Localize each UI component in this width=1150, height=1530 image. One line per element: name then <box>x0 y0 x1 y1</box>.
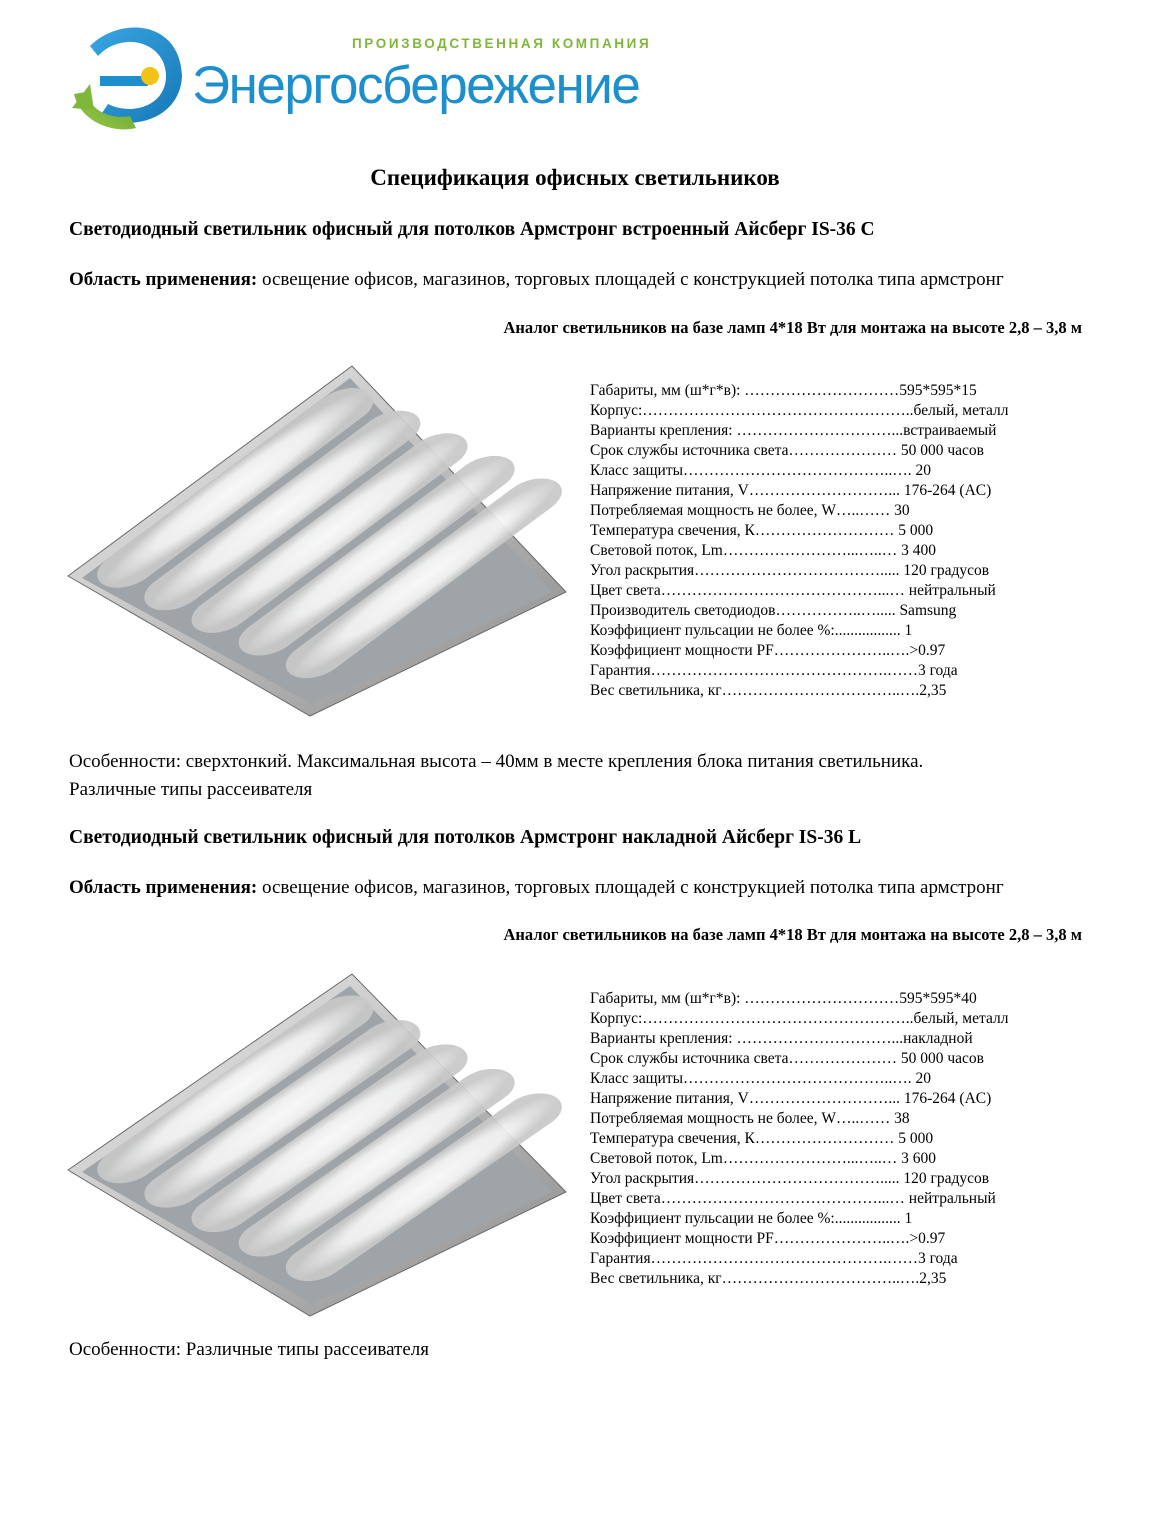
spec-row: Угол раскрытия………………………………..... 120 градусов <box>590 1170 990 1187</box>
application-label: Область применения: <box>69 269 258 290</box>
spec-row: Корпус:……………………………………………..белый, металл <box>590 402 1009 419</box>
spec-row: Гарантия……………………………………….……3 года <box>590 662 958 679</box>
luminaire-image <box>60 970 580 1330</box>
spec-row: Производитель светодиодов……………..…..... Samsung <box>590 602 957 619</box>
features-line: Особенности: сверхтонкий. Максимальная высота – 40мм в месте крепления блока питания светильника. <box>69 751 924 772</box>
document-title: Спецификация офисных светильников <box>370 165 780 190</box>
spec-row: Габариты, мм (ш*г*в): …………………………595*595*40 <box>590 990 977 1007</box>
analog-note: Аналог светильников на базе ламп 4*18 Вт для монтажа на высоте 2,8 – 3,8 м <box>503 318 1082 337</box>
spec-row: Световой поток, Lm……………………...…..… 3 600 <box>590 1150 936 1167</box>
spec-row: Коэффициент мощности PF…………………..….>0.97 <box>590 1230 946 1247</box>
spec-row: Варианты крепления: …………………………...накладной <box>590 1030 973 1047</box>
spec-row: Класс защиты…………………………………..…. 20 <box>590 1070 932 1087</box>
spec-row: Габариты, мм (ш*г*в): …………………………595*595*15 <box>590 382 977 399</box>
spec-row: Потребляемая мощность не более, W…..…… 30 <box>590 502 910 519</box>
features-line: Различные типы рассеивателя <box>69 779 313 800</box>
spec-row: Напряжение питания, V………………………... 176-264 (AC) <box>590 482 992 499</box>
spec-row: Потребляемая мощность не более, W…..…… 38 <box>590 1110 910 1127</box>
features <box>69 748 923 804</box>
spec-row: Гарантия……………………………………….……3 года <box>590 1250 958 1267</box>
spec-row: Срок службы источника света………………… 50 000 часов <box>590 442 984 459</box>
spec-list <box>590 381 1008 701</box>
spec-row: Цвет света……………………………………...… нейтральный <box>590 582 996 599</box>
features <box>69 1336 429 1364</box>
company-name: Энергосбережение <box>192 56 640 115</box>
spec-list <box>590 989 1008 1289</box>
application-area <box>69 268 1059 292</box>
logo-emblem-icon <box>72 27 182 129</box>
diffuser-stripes <box>85 381 574 685</box>
company-tagline: ПРОИЗВОДСТВЕННАЯ КОМПАНИЯ <box>352 36 652 51</box>
spec-row: Вес светильника, кг……………………………..….2,35 <box>590 682 947 699</box>
spec-row: Класс защиты…………………………………..…. 20 <box>590 462 932 479</box>
application-text: освещение офисов, магазинов, торговых площадей с конструкцией потолка типа армстронг <box>257 269 1004 290</box>
diffuser-stripes <box>85 988 574 1288</box>
application-text: освещение офисов, магазинов, торговых площадей с конструкцией потолка типа армстронг <box>257 877 1004 898</box>
spec-row: Напряжение питания, V………………………... 176-264 (AC) <box>590 1090 992 1107</box>
features-line: Особенности: Различные типы рассеивателя <box>69 1339 429 1360</box>
spec-row: Температура свечения, К……………………… 5 000 <box>590 1130 934 1147</box>
spec-row: Коэффициент пульсации не более %:................. 1 <box>590 622 913 639</box>
spec-row: Коэффициент мощности PF…………………..….>0.97 <box>590 642 946 659</box>
spec-row: Коэффициент пульсации не более %:................. 1 <box>590 1210 913 1227</box>
spec-row: Варианты крепления: …………………………...встраиваемый <box>590 422 997 439</box>
spec-row: Световой поток, Lm……………………...…..… 3 400 <box>590 542 936 559</box>
product-title: Светодиодный светильник офисный для потолков Армстронг встроенный Айсберг IS-36 C <box>69 219 875 240</box>
spec-row: Температура свечения, К……………………… 5 000 <box>590 522 934 539</box>
application-label: Область применения: <box>69 877 258 898</box>
spec-row: Срок службы источника света………………… 50 000 часов <box>590 1050 984 1067</box>
spec-row: Корпус:……………………………………………..белый, металл <box>590 1010 1009 1027</box>
luminaire-image <box>60 362 580 722</box>
analog-note: Аналог светильников на базе ламп 4*18 Вт для монтажа на высоте 2,8 – 3,8 м <box>503 925 1082 944</box>
spec-row: Угол раскрытия………………………………..... 120 градусов <box>590 562 990 579</box>
spec-row: Цвет света……………………………………...… нейтральный <box>590 1190 996 1207</box>
application-area <box>69 876 1059 900</box>
spec-row: Вес светильника, кг……………………………..….2,35 <box>590 1270 947 1287</box>
product-title: Светодиодный светильник офисный для потолков Армстронг накладной Айсберг IS-36 L <box>69 827 862 848</box>
